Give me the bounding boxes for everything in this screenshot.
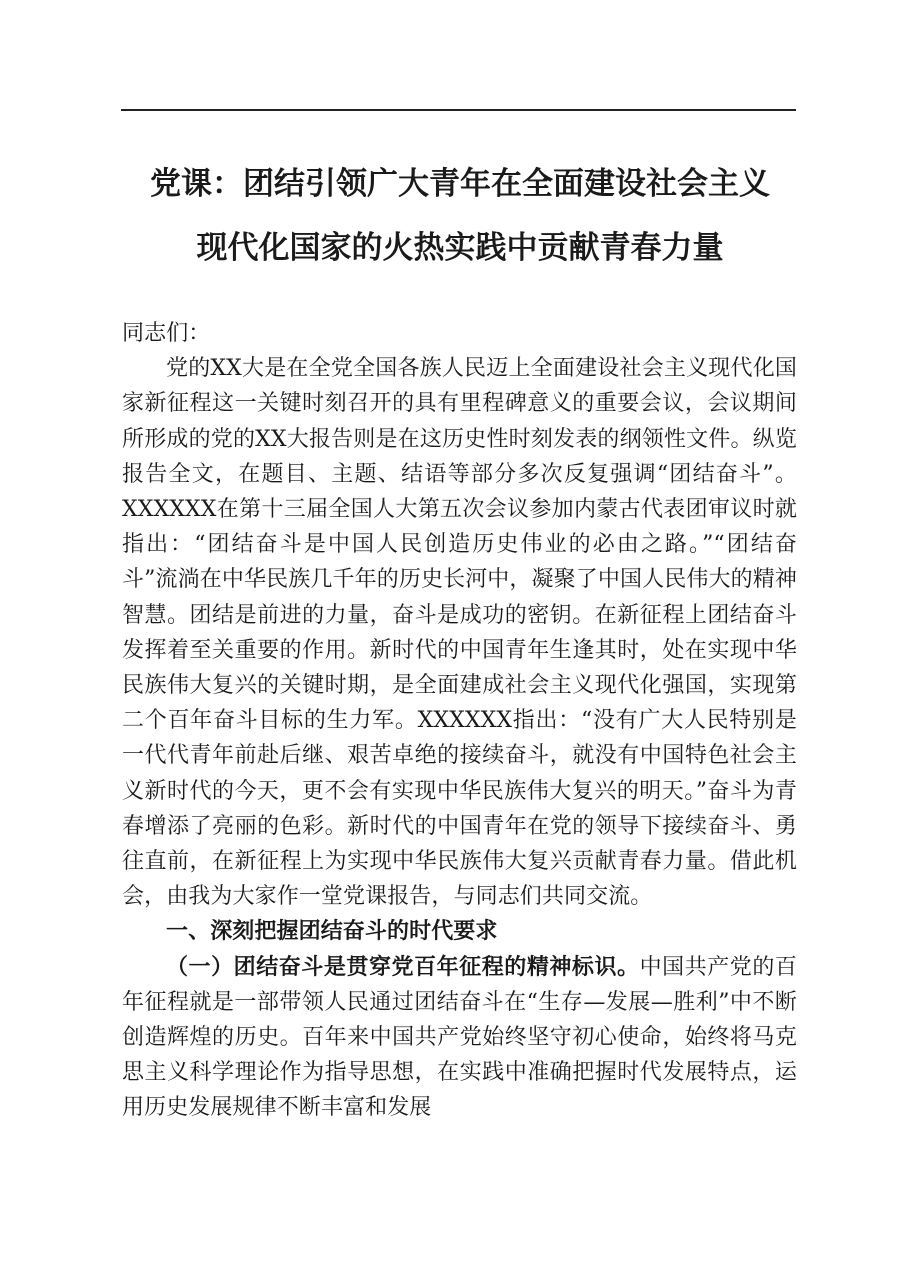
document-title-line-1: 党课：团结引领广大青年在全面建设社会主义 xyxy=(150,166,770,202)
subsection-text-1: 中国共产党的百年征程就是一部带领人民通过团结奋斗在“生存—发展—胜利”中不断创造辉煌的历史。百年来中国共产党始终坚守初心使命，始终将马克思主义科学理论作为指导思想，在实践中准确把握时代发展特点，运用历史发展规律不断丰富和发展 xyxy=(122,954,798,1121)
intro-paragraph: 党的XX大是在全党全国各族人民迈上全面建设社会主义现代化国家新征程这一关键时刻召开的具有里程碑意义的重要会议，会议期间所形成的党的XX大报告则是在这历史性时刻发表的纲领性文件。纵览报告全文，在题目、主题、结语等部分多次反复强调“团结奋斗”。XXXXXX在第十三届全国人大第五次会议参加内蒙古代表团审议时就指出：“团结奋斗是中国人民创造历史伟业的必由之路。”“团结奋斗”流淌在中华民族几千年的历史长河中，凝聚了中国人民伟大的精神智慧。团结是前进的力量，奋斗是成功的密钥。在新征程上团结奋斗发挥着至关重要的作用。新时代的中国青年生逢其时，处在实现中华民族伟大复兴的关键时期，是全面建成社会主义现代化强国，实现第二个百年奋斗目标的生力军。XXXXXX指出：“没有广大人民特别是一代代青年前赴后继、艰苦卓绝的接续奋斗，就没有中国特色社会主义新时代的今天，更不会有实现中华民族伟大复兴的明天。”奋斗为青春增添了亮丽的色彩。新时代的中国青年在党的领导下接续奋斗、勇往直前，在新征程上为实现中华民族伟大复兴贡献青春力量。借此机会，由我为大家作一堂党课报告，与同志们共同交流。 xyxy=(122,356,797,910)
document-title-line-2: 现代化国家的火热实践中贡献青春力量 xyxy=(196,230,724,266)
document-body xyxy=(122,316,797,1126)
header-rule xyxy=(121,109,796,111)
salutation: 同志们： xyxy=(122,321,211,346)
subsection-paragraph-1 xyxy=(122,950,797,1126)
subsection-lead-1: （一）团结奋斗是贯穿党百年征程的精神标识。 xyxy=(166,953,640,980)
section-heading-1: 一、深刻把握团结奋斗的时代要求 xyxy=(166,919,498,945)
